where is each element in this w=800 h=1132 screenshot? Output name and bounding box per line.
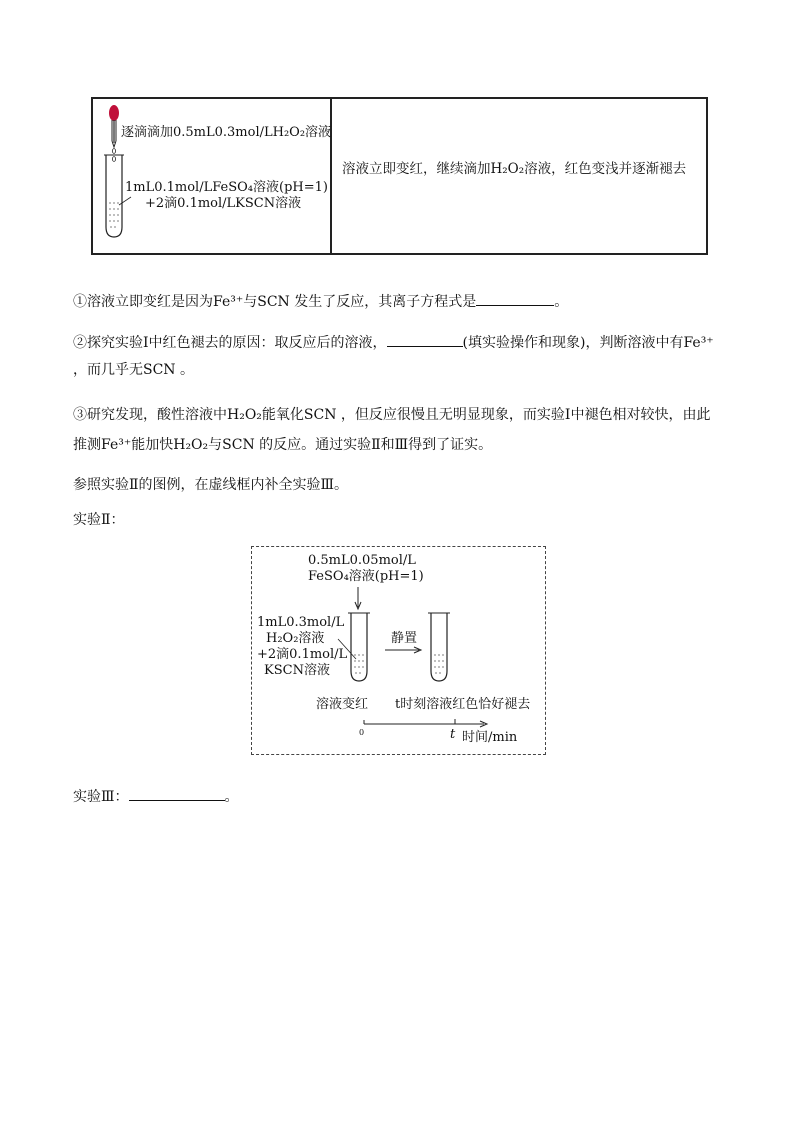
test-tube-1	[338, 613, 370, 681]
question-2-mid: (填实验操作和现象)，判断溶液中有Fe³⁺	[462, 335, 714, 351]
dropper-bulb	[109, 105, 119, 121]
question-1-text: ①溶液立即变红是因为Fe³⁺与SCN 发生了反应，其离子方程式是	[73, 294, 477, 310]
experiment-table	[91, 97, 708, 255]
answer-blank-3[interactable]	[129, 786, 225, 801]
axis-zero-label: 0	[359, 728, 365, 737]
question-3-line2: 推测Fe³⁺能加快H₂O₂与SCN 的反应。通过实验Ⅱ和Ⅲ得到了证实。	[73, 437, 493, 453]
test-tube-2	[428, 613, 450, 681]
tube-label-line1: 1mL0.1mol/LFeSO₄溶液(pH=1)	[125, 180, 328, 195]
question-2-line2: ，而几乎无SCN 。	[73, 362, 195, 378]
experiment-2-label: 实验Ⅱ：	[73, 512, 125, 528]
question-2-text: ②探究实验Ⅰ中红色褪去的原因：取反应后的溶液，	[73, 335, 387, 351]
diagram-drawing	[252, 547, 545, 754]
experiment-2-diagram	[251, 546, 546, 755]
answer-blank-2[interactable]	[387, 332, 463, 347]
result-text: 溶液立即变红，继续滴加H₂O₂溶液，红色变浅并逐渐褪去	[342, 161, 687, 177]
experiment-3-label: 实验Ⅲ：	[73, 789, 129, 805]
diagram-left-label-3: +2滴0.1mol/L	[257, 647, 348, 662]
diagram-top-label-1: 0.5mL0.05mol/L	[308, 553, 416, 568]
question-2	[73, 332, 714, 353]
diagram-left-label-2: H₂O₂溶液	[266, 631, 325, 646]
question-1	[73, 291, 568, 312]
diagram-left-label-4: KSCN溶液	[264, 663, 330, 678]
diagram-caption-left: 溶液变红	[316, 697, 369, 712]
diagram-arrow-label: 静置	[391, 631, 418, 646]
axis-time-label: 时间/min	[462, 730, 518, 745]
answer-blank-1[interactable]	[476, 291, 554, 306]
axis-t-label: t	[450, 727, 456, 742]
question-1-tail: 。	[554, 294, 569, 310]
diagram-caption-right: t时刻溶液红色恰好褪去	[395, 697, 531, 712]
experiment-3	[73, 786, 239, 807]
diagram-left-label-1: 1mL0.3mol/L	[257, 615, 345, 630]
tube-label-line2: +2滴0.1mol/LKSCN溶液	[145, 196, 302, 211]
diagram-top-label-2: FeSO₄溶液(pH=1)	[308, 569, 424, 584]
dropper-label: 逐滴滴加0.5mL0.3mol/LH₂O₂溶液	[121, 125, 332, 140]
instruction-text: 参照实验Ⅱ的图例，在虚线框内补全实验Ⅲ。	[73, 477, 349, 493]
table-divider	[330, 99, 332, 253]
experiment-3-tail: 。	[224, 789, 239, 805]
question-3-line1: ③研究发现，酸性溶液中H₂O₂能氧化SCN ，但反应很慢且无明显现象，而实验Ⅰ中褪色相对较快，由此	[73, 407, 711, 423]
